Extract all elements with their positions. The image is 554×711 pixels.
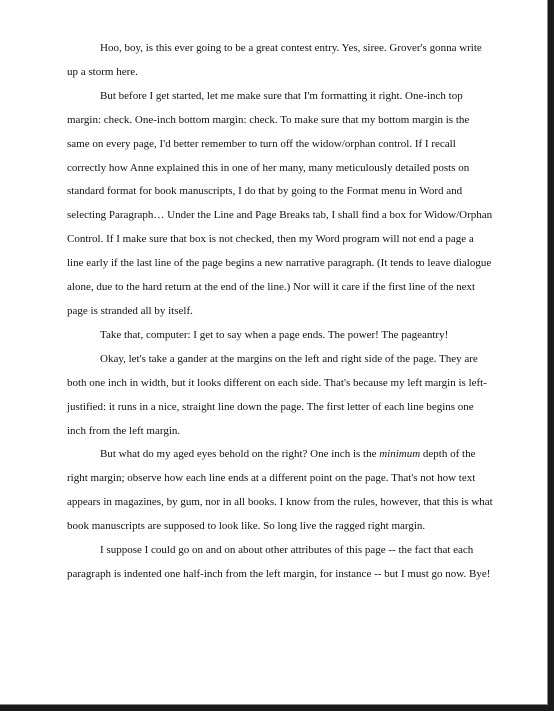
- text-line: alone, due to the hard return at the end of the line.) Nor will it care if the first line of the next: [67, 281, 476, 294]
- text-line: book manuscripts are supposed to look like. So long live the ragged right margin.: [67, 520, 426, 533]
- text-line: selecting Paragraph… Under the Line and Page Breaks tab, I shall find a box for Widow/Orphan: [67, 209, 493, 222]
- text-line: Take that, computer: I get to say when a page ends. The power! The pageantry!: [100, 328, 449, 341]
- text-line: Control. If I make sure that box is not checked, then my Word program will not end a page a: [67, 233, 474, 246]
- text-run: depth of the: [420, 448, 476, 461]
- paragraph-1: [67, 37, 507, 85]
- text-line: line early if the last line of the page begins a new narrative paragraph. (It tends to leave dialogue: [67, 257, 492, 270]
- text-line: right margin; observe how each line ends at a different point on the page. That's not how text: [67, 472, 476, 485]
- text-line: But before I get started, let me make sure that I'm formatting it right. One-inch top: [100, 89, 463, 102]
- text-line: [67, 443, 507, 467]
- text-line: both one inch in width, but it looks different on each side. That's because my left margin is left-: [67, 376, 487, 389]
- text-line: paragraph is indented one half-inch from the left margin, for instance -- but I must go now. Bye!: [67, 567, 491, 580]
- text-line: up a storm here.: [67, 65, 138, 78]
- emphasis-text: minimum: [379, 448, 421, 461]
- text-line: Hoo, boy, is this ever going to be a great contest entry. Yes, siree. Grover's gonna write: [100, 42, 482, 54]
- paragraph-3: [67, 324, 507, 348]
- manuscript-body: [67, 37, 507, 587]
- paragraph-2: [67, 85, 507, 324]
- text-line: standard format for book manuscripts, I do that by going to the Format menu in Word and: [67, 185, 463, 198]
- text-line: Okay, let's take a gander at the margins on the left and right side of the page. They are: [100, 352, 478, 365]
- text-line: margin: check. One-inch bottom margin: check. To make sure that my bottom margin is the: [67, 113, 470, 126]
- text-line: same on every page, I'd better remember to turn off the widow/orphan control. If I recall: [67, 137, 456, 150]
- text-line: page is stranded all by itself.: [67, 304, 193, 317]
- text-line: correctly how Anne explained this in one of her many, many meticulously detailed posts on: [67, 161, 470, 174]
- text-line: inch from the left margin.: [67, 424, 181, 437]
- text-line: I suppose I could go on and on about other attributes of this page -- the fact that each: [100, 544, 474, 557]
- paragraph-4: [67, 348, 507, 444]
- text-line: justified: it runs in a nice, straight line down the page. The first letter of each line begins one: [67, 400, 474, 413]
- paragraph-6: [67, 539, 507, 587]
- text-run: But what do my aged eyes behold on the right? One inch is the: [100, 448, 380, 461]
- text-line: appears in magazines, by gum, nor in all books. I know from the rules, however, that this is what: [67, 496, 493, 509]
- paragraph-5: [67, 443, 507, 539]
